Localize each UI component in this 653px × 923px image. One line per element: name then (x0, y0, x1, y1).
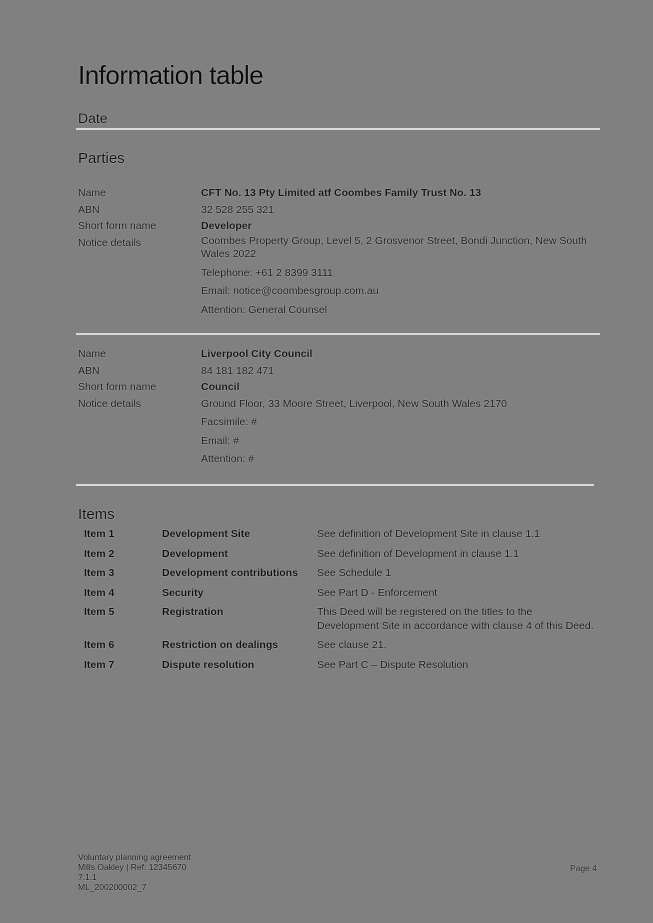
item-number: Item 4 (84, 586, 115, 599)
footer-firm-ref: Mills Oakley | Ref: 12345670 (78, 862, 187, 872)
party-abn: 84 181 182 471 (201, 364, 274, 377)
page-title: Information table (78, 60, 264, 90)
item-name: Development (162, 547, 228, 560)
items-table (84, 528, 594, 678)
item-description: See clause 21. (317, 639, 387, 651)
notice-attention: Attention: General Counsel (201, 303, 328, 316)
parties-heading: Parties (78, 150, 125, 167)
item-description: See definition of Development in clause 1.1 (317, 547, 519, 560)
party-name: Liverpool City Council (201, 348, 313, 360)
short-form-label: Short form name (78, 220, 157, 232)
divider (76, 484, 594, 486)
party-council (78, 346, 600, 470)
notice-email: Email: notice@coombesgroup.com.au (201, 285, 379, 297)
table-row (84, 659, 594, 673)
name-label: Name (78, 348, 107, 360)
footer-doc-title: Voluntary planning agreement (78, 852, 191, 862)
short-form-label: Short form name (78, 381, 157, 393)
item-name: Restriction on dealings (162, 639, 279, 651)
item-description: See Part C – Dispute Resolution (317, 658, 469, 671)
items-heading: Items (78, 506, 115, 523)
item-number: Item 1 (84, 528, 115, 540)
notice-attention: Attention: # (201, 453, 255, 465)
abn-label: ABN (78, 364, 100, 377)
party-abn: 32 528 255 321 (201, 203, 274, 216)
party-short-form: Developer (201, 220, 252, 232)
item-name: Development Site (162, 528, 251, 540)
table-row (84, 567, 594, 581)
item-description: See Part D - Enforcement (317, 586, 438, 599)
notice-email: Email: # (201, 434, 239, 447)
item-description: See definition of Development Site in clause 1.1 (317, 528, 540, 540)
party-developer (78, 185, 600, 320)
notice-facsimile: Facsimile: # (201, 416, 258, 428)
divider (76, 128, 600, 130)
item-number: Item 7 (84, 658, 115, 671)
item-name: Security (162, 586, 204, 599)
notice-label: Notice details (78, 236, 142, 249)
table-row (84, 606, 594, 633)
notice-details (201, 396, 600, 470)
notice-details (201, 235, 600, 321)
footer-reference (78, 852, 191, 892)
notice-address: Ground Floor, 33 Moore Street, Liverpool, New South Wales 2170 (201, 397, 508, 410)
notice-telephone: Telephone: +61 2 8399 3111 (201, 266, 333, 279)
page-number: Page 4 (570, 863, 597, 873)
divider (76, 333, 600, 335)
date-label: Date (78, 110, 108, 126)
item-name: Registration (162, 606, 224, 618)
notice-label: Notice details (78, 397, 142, 410)
footer-doc-id: ML_200200002_7 (78, 882, 147, 892)
item-number: Item 6 (84, 639, 115, 651)
item-description: See Schedule 1 (317, 567, 392, 579)
footer-version: 7.1.1 (78, 872, 97, 882)
notice-address: Coombes Property Group, Level 5, 2 Grosvenor Street, Bondi Junction, New South Wales 2022 (201, 234, 587, 260)
table-row (84, 639, 594, 653)
party-short-form: Council (201, 381, 240, 393)
item-number: Item 5 (84, 606, 115, 618)
abn-label: ABN (78, 203, 100, 216)
item-number: Item 3 (84, 567, 115, 579)
item-name: Dispute resolution (162, 658, 255, 671)
table-row (84, 528, 594, 542)
item-number: Item 2 (84, 547, 115, 560)
party-name: CFT No. 13 Pty Limited atf Coombes Family Trust No. 13 (201, 187, 482, 199)
item-description: This Deed will be registered on the titles to the Development Site in accordance with clause 4 of this Deed. (317, 606, 594, 632)
item-name: Development contributions (162, 567, 298, 579)
table-row (84, 548, 594, 562)
name-label: Name (78, 187, 107, 199)
table-row (84, 587, 594, 601)
